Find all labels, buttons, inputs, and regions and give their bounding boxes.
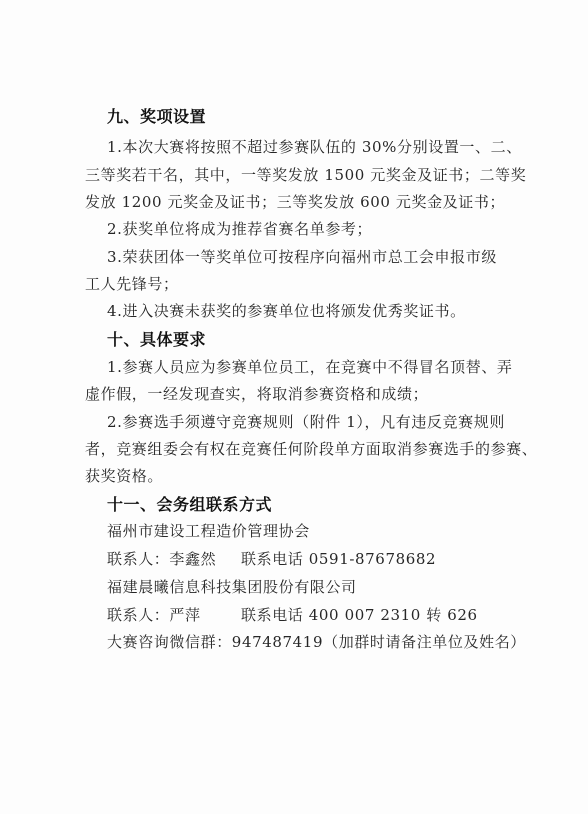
wechat-group-info: 大赛咨询微信群：947487419（加群时请备注单位及姓名） (107, 633, 526, 651)
awards-item-3-line-1: 3.荣获团体一等奖单位可按程序向福州市总工会申报市级 (107, 248, 497, 266)
awards-item-3-line-2: 工人先锋号； (85, 275, 179, 293)
requirements-item-1-line-1: 1.参赛人员应为参赛单位员工，在竞赛中不得冒名顶替、弄 (107, 358, 513, 376)
contact-2-person: 联系人：严萍 (107, 606, 201, 624)
awards-item-2: 2.获奖单位将成为推荐省赛名单参考； (107, 220, 373, 238)
requirements-item-1-line-2: 虚作假，一经发现查实，将取消参赛资格和成绩； (85, 385, 429, 403)
contact-org-1: 福州市建设工程造价管理协会 (107, 522, 310, 540)
requirements-item-2-line-3: 获奖资格。 (85, 467, 164, 485)
section-heading-requirements: 十、具体要求 (107, 330, 207, 349)
awards-item-1-line-2: 三等奖若干名，其中，一等奖发放 1500 元奖金及证书；二等奖 (85, 166, 527, 184)
awards-item-1-line-3: 发放 1200 元奖金及证书；三等奖发放 600 元奖金及证书； (85, 193, 506, 211)
contact-1-person: 联系人：李鑫然 (107, 550, 217, 568)
requirements-item-2-line-2: 者，竞赛组委会有权在竞赛任何阶段单方面取消参赛选手的参赛、 (85, 440, 538, 458)
requirements-item-2-line-1: 2.参赛选手须遵守竞赛规则（附件 1），凡有违反竞赛规则 (107, 413, 505, 431)
contact-2-phone: 联系电话 400 007 2310 转 626 (241, 606, 478, 624)
contact-org-2: 福建晨曦信息科技集团股份有限公司 (107, 578, 357, 596)
section-heading-contacts: 十一、会务组联系方式 (107, 495, 273, 514)
contact-1-phone: 联系电话 0591-87678682 (241, 550, 437, 568)
awards-item-4: 4.进入决赛未获奖的参赛单位也将颁发优秀奖证书。 (107, 302, 466, 320)
awards-item-1-line-1: 1.本次大赛将按照不超过参赛队伍的 30%分别设置一、二、 (107, 138, 522, 156)
section-heading-awards: 九、奖项设置 (107, 107, 207, 126)
